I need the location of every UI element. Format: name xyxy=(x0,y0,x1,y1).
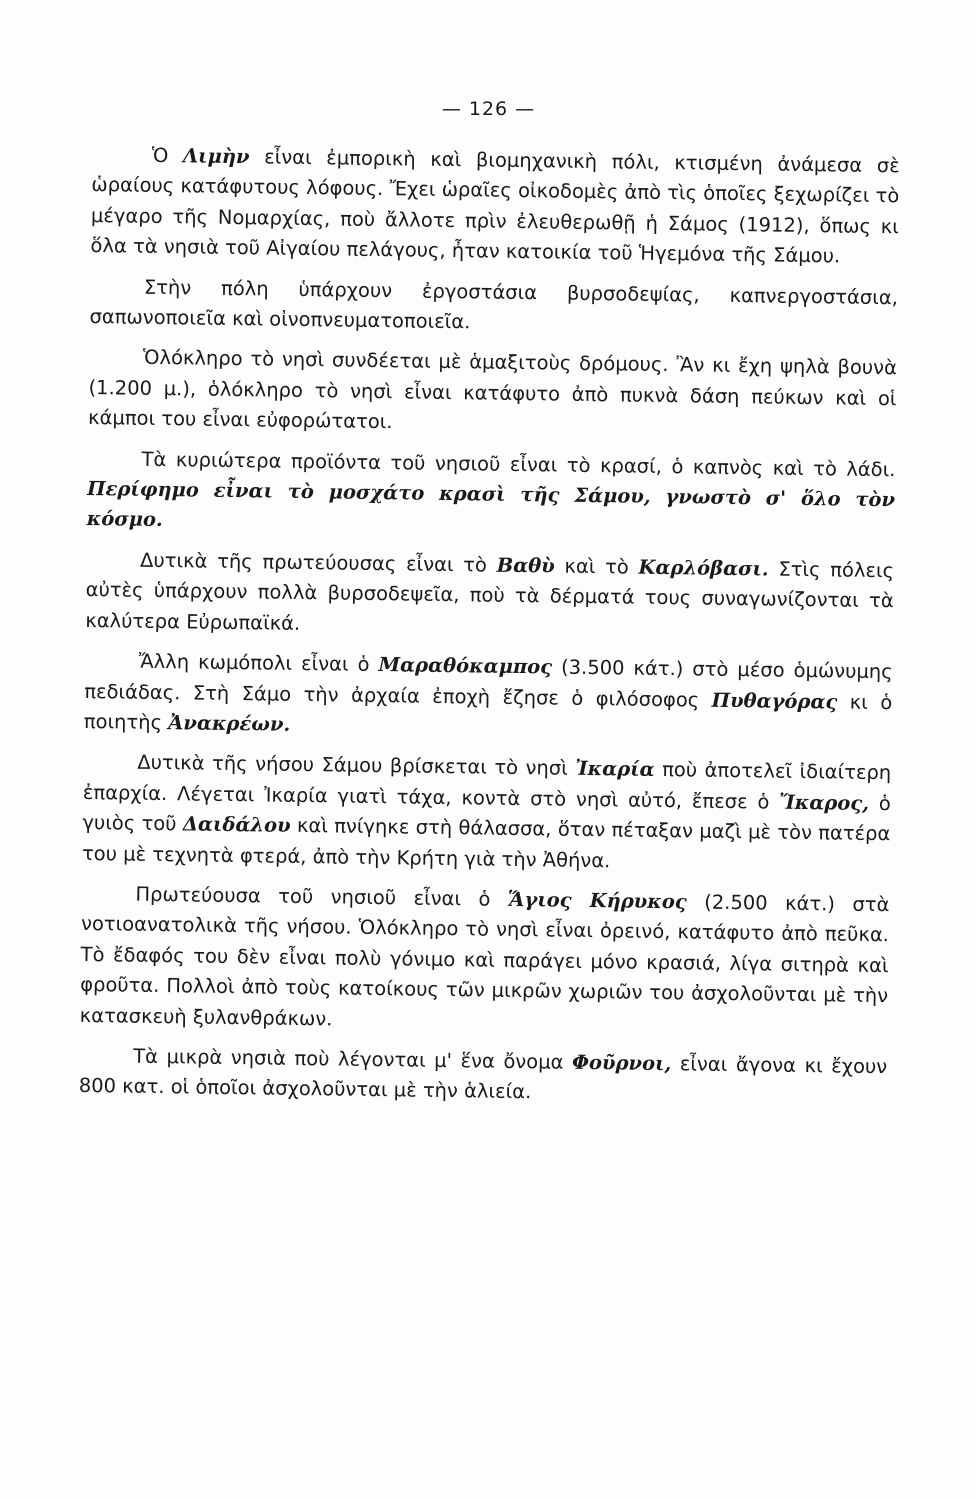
paragraph xyxy=(79,1041,888,1113)
text-run: εἶναι ἐμπορικὴ καὶ βιομηχανικὴ πόλι, κτισμένη ἀνάμεσα σὲ ὡραίους κατάφυτους λόφους. Ἔχει ὡραῖες οἰκοδομὲς ἀπὸ τὶς ὁποῖες ξεχωρίζει τὸ μέγαρο τῆς Νομαρχίας, ποὺ ἄλλοτε πρὶν ἐλευθερωθῇ ἡ Σάμος (1912), ὅπως κι ὅλα τὰ νησιὰ τοῦ Αἰγαίου πελάγους, ἦταν κατοικία τοῦ Ἡγεμόνα τῆς Σάμου. xyxy=(90,145,900,268)
text-run: κι ὁ ποιητὴς xyxy=(83,689,893,735)
text-run: Πρωτεύουσα τοῦ νησιοῦ εἶναι ὁ xyxy=(135,882,509,911)
emphasized-term: Ἅγιος Κήρυκος xyxy=(507,887,687,914)
emphasized-term: Βαθὺ xyxy=(496,553,555,578)
emphasized-term: Δαιδάλου xyxy=(182,812,291,837)
emphasized-term: Περίφημο εἶναι τὸ μοσχάτο κρασὶ τῆς Σάμου, γνωστὸ σ' ὅλο τὸν κόσμο. xyxy=(86,477,896,532)
text-run: (3.500 κάτ.) στὸ μέσο ὁμώνυμης πεδιάδας. Στὴ Σάμο τὴν ἀρχαία ἐποχὴ ἔζησε ὁ φιλόσοφος xyxy=(84,655,893,712)
paragraph xyxy=(86,444,895,546)
paragraph xyxy=(88,342,897,444)
paragraph xyxy=(90,140,900,273)
paragraph xyxy=(82,747,892,880)
emphasized-term: Ἰκαρία xyxy=(575,757,655,782)
text-run: Ἄλλη κωμόπολι εἶναι ὁ xyxy=(138,649,379,677)
emphasized-term: Φοῦρνοι, xyxy=(571,1050,672,1076)
paragraph xyxy=(85,545,894,647)
text-run: καὶ πνίγηκε στὴ θάλασσα, ὅταν πέταξαν μαζὶ μὲ τὸν πατέρα του μὲ τεχνητὰ φτερά, ἀπὸ τὴν Κρήτη γιὰ τὴν Ἀθήνα. xyxy=(81,813,891,872)
paragraph xyxy=(89,272,898,344)
emphasized-term: Μαραθόκαμπος xyxy=(378,653,553,679)
text-run: (2.500 κάτ.) στὰ νοτιοανατολικὰ τῆς νήσου. Ὁλόκληρο τὸ νησὶ εἶναι ὀρεινό, κατάφυτο ἀπὸ πεῦκα. Τὸ ἔδαφός του δὲν εἶναι πολὺ γόνιμο καὶ παράγει μόνο κρασιά, λίγα σιτηρὰ καὶ φροῦτα. Πολλοὶ ἀπὸ τοὺς κατοίκους τῶν μικρῶν χωριῶν του ἀσχολοῦνται μὲ τὴν κατασκευὴ ξυλανθράκων. xyxy=(79,890,890,1031)
emphasized-term: Ἀνακρέων. xyxy=(168,711,291,736)
text-run: Τὰ μικρὰ νησιὰ ποὺ λέγονται μ' ἕνα ὄνομα xyxy=(133,1044,573,1074)
body-text xyxy=(78,140,899,1123)
page-number: — 126 — xyxy=(441,98,536,120)
paragraph xyxy=(84,646,893,748)
paragraph xyxy=(80,879,890,1042)
text-run: εἶναι ἄγονα κι ἔχουν 800 κατ. οἱ ὁποῖοι ἀσχολοῦνται μὲ τὴν ἁλιεία. xyxy=(78,1052,888,1104)
text-run: καὶ τὸ xyxy=(554,554,639,579)
text-run: Τὰ κυριώτερα προϊόντα τοῦ νησιοῦ εἶναι τὸ κρασί, ὁ καπνὸς καὶ τὸ λάδι. xyxy=(141,447,896,481)
emphasized-term: Λιμὴν xyxy=(182,144,250,169)
text-run: Ὁ xyxy=(151,143,184,168)
emphasized-term: Ἴκαρος, xyxy=(779,790,870,815)
text-run: ποὺ ἀποτελεῖ ἰδιαίτερη ἐπαρχία. Λέγεται Ἰκαρία γιατὶ τάχα, κοντὰ στὸ νησὶ αὐτό, ἔπεσε ὁ xyxy=(82,758,892,814)
emphasized-term: Καρλόβασι. xyxy=(638,555,769,581)
text-run: Δυτικὰ τῆς πρωτεύουσας εἶναι τὸ xyxy=(139,548,497,577)
text-run: Στὶς πόλεις αὐτὲς ὑπάρχουν πολλὰ βυρσοδεψεῖα, ποὺ τὰ δέρματά τους συναγωνίζονται τὰ καλύτερα Εὐρωπαϊκά. xyxy=(85,557,895,635)
text-run: Δυτικὰ τῆς νήσου Σάμου βρίσκεται τὸ νησὶ xyxy=(137,751,576,781)
text-run: Στὴν πόλη ὑπάρχουν ἐργοστάσια βυρσοδεψίας, καπνεργοστάσια, σαπωνοποιεῖα καὶ οἰνοπνευματοποιεῖα. xyxy=(89,275,899,334)
text-run: ὁ γυιὸς τοῦ xyxy=(82,791,891,836)
emphasized-term: Πυθαγόρας xyxy=(711,688,838,713)
text-run: Ὁλόκληρο τὸ νησὶ συνδέεται μὲ ἁμαξιτοὺς δρόμους. Ἂν κι ἔχη ψηλὰ βουνὰ (1.200 μ.), ὁλόκληρο τὸ νησὶ εἶναι κατάφυτο ἀπὸ πυκνὰ δάση πεύκων καὶ οἱ κάμποι του εἶναι εὐφορώτατοι. xyxy=(87,346,898,434)
